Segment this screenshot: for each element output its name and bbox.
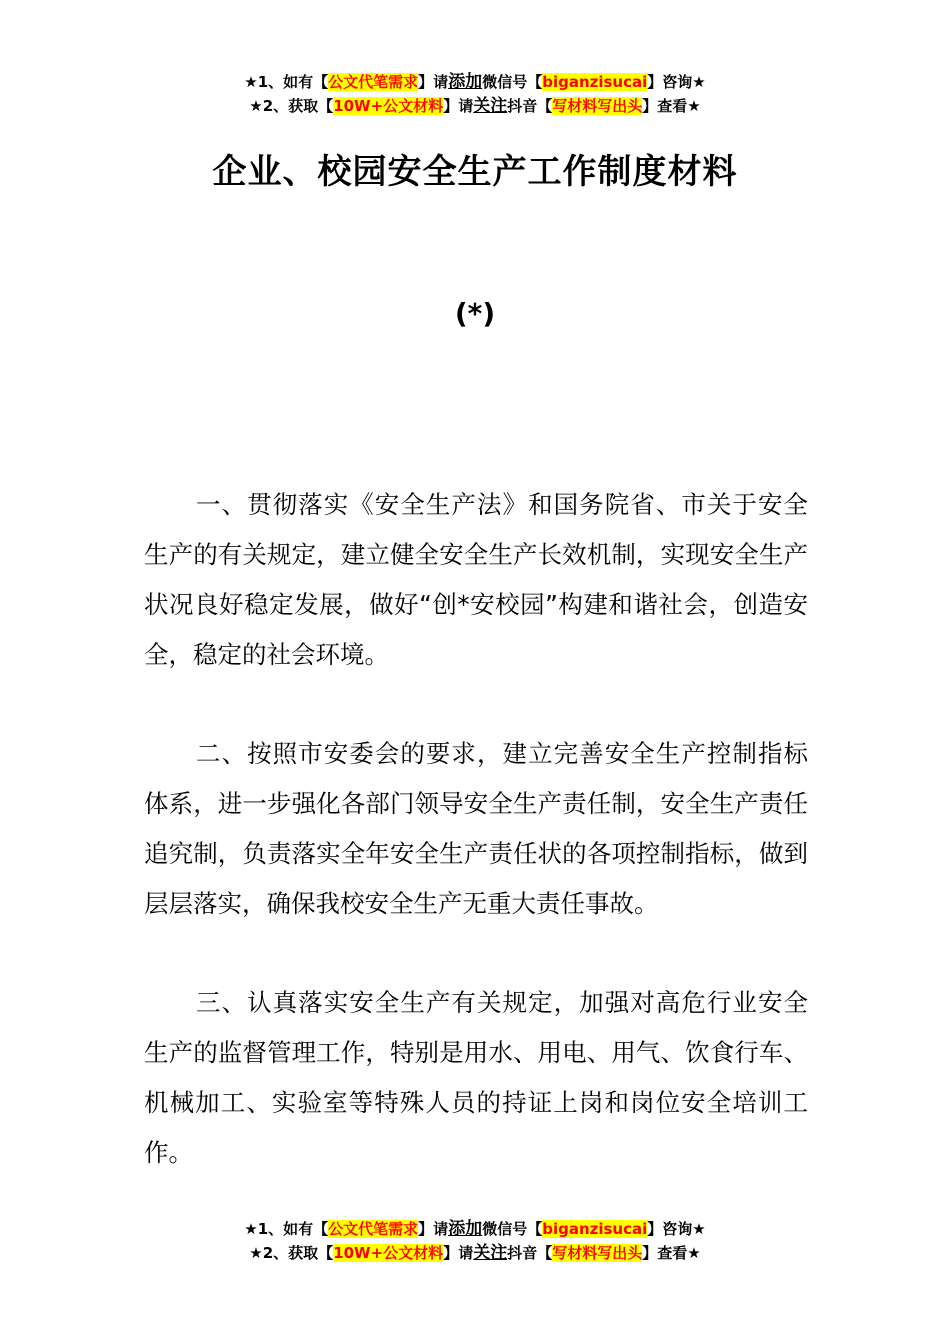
promo-line-1-emphasis: 添加 [448,1219,483,1239]
promo-line-1-connector: 】请 [418,73,449,91]
promo-line-1-suffix: 】咨询★ [647,73,706,91]
promo-line-2 [0,1241,950,1265]
promo-highlight-materials: 10W+公文材料 [333,97,444,115]
promo-line-1-suffix: 】咨询★ [647,1220,706,1238]
promo-highlight-ghostwriting: 公文代笔需求 [328,73,419,91]
document-title: 企业、校园安全生产工作制度材料 [212,152,738,192]
promo-highlight-douyin-id: 写材料写出头 [552,1244,643,1262]
promo-line-2 [0,94,950,118]
promo-line-2-suffix: 】查看★ [642,97,701,115]
promo-highlight-douyin-id: 写材料写出头 [552,97,643,115]
promo-line-2-suffix: 】查看★ [642,1244,701,1262]
promo-highlight-wechat-id: biganzisucai [542,73,648,91]
promo-highlight-wechat-id: biganzisucai [542,1220,648,1238]
promo-line-2-emphasis: 关注 [473,1243,508,1263]
promo-line-2-connector: 】请 [443,1244,474,1262]
promo-highlight-materials: 10W+公文材料 [333,1244,444,1262]
document-subtitle: (*) [454,297,496,330]
promo-line-1-wechat-label: 微信号【 [482,1220,543,1238]
paragraph-1: 一、贯彻落实《安全生产法》和国务院省、市关于安全生产的有关规定，建立健全安全生产长效机制，实现安全生产状况良好稳定发展，做好“创*安校园”构建和谐社会，创造安全，稳定的社会环境。 [144,490,808,669]
paragraph-3: 三、认真落实安全生产有关规定，加强对高危行业安全生产的监督管理工作，特别是用水、用电、用气、饮食行车、机械加工、实验室等特殊人员的持证上岗和岗位安全培训工作。 [144,988,808,1167]
promo-line-2-prefix: ★2、获取【 [249,1244,334,1262]
promo-line-2-emphasis: 关注 [473,96,508,116]
promo-line-1 [0,1217,950,1241]
paragraph-2: 二、按照市安委会的要求，建立完善安全生产控制指标体系，进一步强化各部门领导安全生产责任制，安全生产责任追究制，负责落实全年安全生产责任状的各项控制指标，做到层层落实，确保我校安全生产无重大责任事故。 [144,739,808,918]
footer-promo-banner [0,1217,950,1265]
promo-line-2-prefix: ★2、获取【 [249,97,334,115]
promo-line-1-connector: 】请 [418,1220,449,1238]
promo-line-1 [0,70,950,94]
header-promo-banner [0,70,950,118]
promo-line-2-connector: 】请 [443,97,474,115]
promo-highlight-ghostwriting: 公文代笔需求 [328,1220,419,1238]
promo-line-1-emphasis: 添加 [448,72,483,92]
promo-line-1-prefix: ★1、如有【 [244,73,329,91]
promo-line-2-douyin-label: 抖音【 [507,97,553,115]
promo-line-1-prefix: ★1、如有【 [244,1220,329,1238]
promo-line-2-douyin-label: 抖音【 [507,1244,553,1262]
promo-line-1-wechat-label: 微信号【 [482,73,543,91]
